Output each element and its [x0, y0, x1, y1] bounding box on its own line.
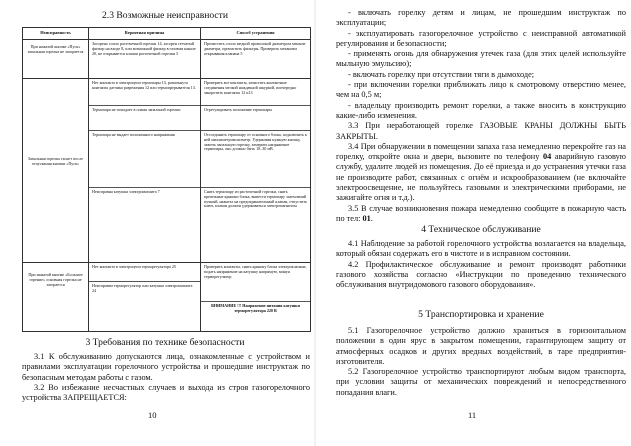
paragraph-5-2: 5.2 Газогорелочное устройство транспортируют любым видом транспорта, при условии защиты от механических повреждений и непосредственного попадания влаги.	[336, 367, 626, 397]
safety-text	[22, 352, 310, 403]
p33-lead: 3.3 При неработающей горелке	[348, 121, 480, 131]
table-row	[23, 40, 311, 79]
section-title-transport: 5 Транспортировка и хранение	[418, 309, 544, 320]
table-header: Неисправность	[23, 28, 89, 40]
cause-cell: Неисправна катушка электромагнита 7	[92, 189, 160, 194]
prohibition-item: - включать горелку детям и лицам, не прошедшим инструктаж по эксплуатации;	[336, 8, 626, 28]
prohibition-item: - владельцу производить ремонт горелки, а также вносить в конструкцию какие-либо изменения.	[336, 100, 626, 120]
table-header: Вероятная причина	[89, 28, 201, 40]
remedy-cell: Отрегулировать положение термопары	[201, 106, 310, 131]
paragraph-5-1: 5.1 Газогорелочное устройство должно храниться в горизонтальном положении в один ярус в закрытом помещении, гарантирующем защиту от атмосферных осадков и других вредных воздействий, в таре предприятия-изготовителя.	[336, 326, 626, 366]
emergency-phone: 04	[543, 152, 552, 162]
prohibition-item: - применять огонь для обнаружения утечек газа (для этих целей используйте мыльную эмульсию);	[336, 49, 626, 69]
page-gutter	[314, 0, 316, 446]
cause-cell: Нет контакта в электроцепи терморегулятора 25	[89, 263, 200, 282]
p34-b: аварийную газовую службу, удалите людей из помещения. До её приезда и до устранения утечки газа не производите работ, связанных с огнём и искрообразованием (не включайте электроосвещение, не пользуйтесь газовыми и электрическими приборами, не зажигайте огня и т.д.).	[336, 152, 626, 203]
table-header: Способ устранения	[201, 28, 311, 40]
cause-cell: Термопара не выдает положенного напряжения	[89, 131, 200, 188]
p33-caps: ГАЗОВЫЕ КРАНЫ ДОЛЖНЫ БЫТЬ ЗАКРЫТЫ.	[336, 121, 626, 141]
remedy-cell: Проверить контакты, снять крышку блока электроклапана, подать напряжение на катушку напрямую, минуя терморегулятор	[201, 263, 310, 302]
remedy-cell: Прочистить сопло медной проволокой диаметром меньше диаметра, прочистить фильтры. Проверить механизм открывания клапана 5	[204, 41, 306, 56]
cause-cell: Засорено сопло расточечной горелки 14, засорен сетчатый фильтр на входе 8, или возможной фильтр в газовом канале 20, не открывается клапан расточечной горелки 5	[92, 41, 196, 56]
section-title-safety: 3 Требования по технике безопасности	[85, 337, 245, 348]
table-row	[23, 263, 311, 332]
prohibition-item: - включать горелку при отсутствии тяги в дымоходе;	[348, 69, 535, 79]
paragraph-4-2: 4.2 Профилактическое обслуживание и ремонт производят работники газового хозяйства согласно «Инструкции по проведению технического обслуживания внутридомового газового оборудования».	[336, 259, 626, 290]
p35-a: 3.5 В случае возникновения пожара немедленно сообщите в пожарную часть по тел:	[336, 203, 626, 223]
prohibition-item: - эксплуатировать газогорелочное устройство с неисправной автоматикой регулирования и безопасности;	[336, 28, 626, 48]
page-number-left: 10	[148, 410, 157, 420]
cause-cell: Неисправен терморегулятор или катушка электромагнита 24	[92, 283, 193, 293]
remedy-cell: Снять термопару из расточечной горелки, снять крепежные крышки блока, вывести термопару заземлений пучный, нажатьт на предохранительный клапан, отпустить ключ, клапан должен удерживаться электромагнитом	[204, 189, 307, 209]
right-page	[318, 0, 631, 446]
paragraph-3-1: 3.1 К обслуживанию допускаются лица, ознакомленные с устройством и правилами эксплуатации горелочного устройства и прошедшие инструктаж по безопасным методам работы с газом.	[22, 352, 310, 382]
paragraph-3-3	[336, 121, 626, 142]
p34-a: 3.4 При обнаружении в помещении запаха газа немедленно перекройте газ на горелку, откройте окна и двери, вызовите по телефону	[336, 141, 626, 162]
fault-cell: Запальная горелка гаснет после отпускания кнопки «Пуск»	[27, 156, 84, 166]
paragraph-4-1: 4.1 Наблюдение за работой горелочного устройства возлагается на владельца, который обязан содержать его в чистоте и в исправном состоянии.	[336, 239, 626, 259]
fault-cell: При нажатой кнопке «Большое горение» основная горелка не загорается	[28, 272, 83, 287]
transport-text	[336, 326, 626, 398]
maintenance-text	[336, 239, 626, 290]
fire-phone: 01	[362, 213, 371, 223]
warning-note: ВНИМАНИЕ !!! Напряжение питания катушки терморегулятора 220 В	[211, 303, 300, 313]
section-title-maintenance: 4 Техническое обслуживание	[421, 224, 541, 235]
left-page	[0, 0, 313, 446]
remedy-cell: Проверить все контакты, зачистить контактные соединения мелкой наждачной шкуркой, поочередно закоротить контакты 12 и13	[201, 79, 310, 106]
table-row	[23, 79, 311, 263]
prohibition-item: - при включении горелки приближать лицо к смотровому отверстию менее, чем на 0,5 м;	[336, 80, 626, 100]
section-title-faults: 2.3 Возможные неисправности	[102, 10, 228, 21]
fault-cell: При нажатой кнопке «Пуск» запальная горелка не загорается	[27, 44, 84, 54]
cause-cell: Нет контакта в электроцепи термопары 13, размокнута контакты датчика разрежения 12 или термопрерывателя 13.	[89, 79, 200, 106]
table-header-row	[23, 28, 311, 40]
prohibitions-list	[336, 8, 626, 224]
paragraph-3-4	[336, 142, 626, 204]
page-number-right: 11	[468, 410, 477, 420]
p35-b: .	[370, 213, 373, 223]
remedy-cell: Отсоединить термопару от основного блока, подключить к ней миллиметровольтметр. Удерживая нужную кнопку, зажечь запальную горелку, замерить напряжение термопары, оно должно быть 10–30 мВ.	[201, 131, 310, 188]
paragraph-3-2: 3.2 Во избежание несчастных случаев и выхода из строя газогорелочного устройства ЗАПРЕЩАЕТСЯ:	[22, 382, 310, 403]
faults-table	[22, 27, 311, 332]
cause-cell: Термопара не попадает в пламя запальной горелки	[89, 106, 200, 131]
paragraph-3-5	[336, 204, 626, 225]
